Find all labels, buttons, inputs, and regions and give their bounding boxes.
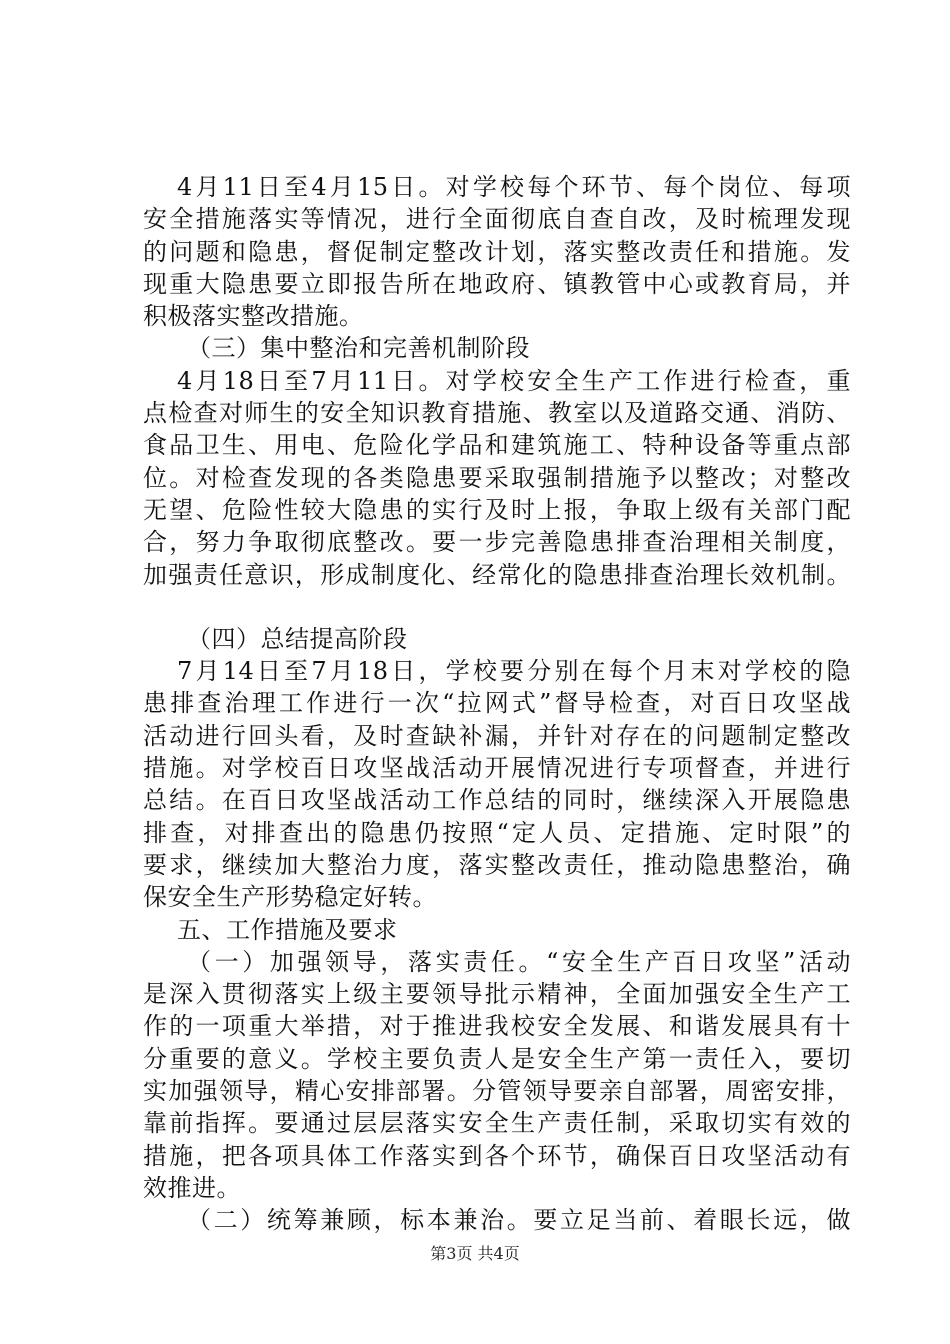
- document-body: [143, 171, 851, 1237]
- paragraph-line: 合，努力争取彻底整改。要一步完善隐患排查治理相关制度，: [143, 528, 851, 557]
- paragraph-line: 加强责任意识，形成制度化、经常化的隐患排查治理长效机制。: [143, 560, 851, 589]
- paragraph-line: 效推进。: [143, 1173, 241, 1202]
- paragraph-line: 措施，把各项具体工作落实到各个环节，确保百日攻坚活动有: [143, 1141, 851, 1170]
- paragraph-line: 作的一项重大举措，对于推进我校安全发展、和谐发展具有十: [143, 1012, 851, 1041]
- paragraph-line: 的问题和隐患，督促制定整改计划，落实整改责任和措施。发: [143, 237, 851, 266]
- paragraph-line: 要求，继续加大整治力度，落实整改责任，推动隐患整治，确: [143, 850, 851, 879]
- paragraph-line: 积极落实整改措施。: [143, 302, 364, 331]
- paragraph-line: 安全措施落实等情况，进行全面彻底自查自改，及时梳理发现: [143, 205, 851, 234]
- paragraph-line: 靠前指挥。要通过层层落实安全生产责任制，采取切实有效的: [143, 1109, 851, 1138]
- paragraph-line: 无望、危险性较大隐患的实行及时上报，争取上级有关部门配: [143, 495, 851, 524]
- paragraph-line: 4月18日至7月11日。对学校安全生产工作进行检查，重: [177, 366, 851, 395]
- paragraph-line: 点检查对师生的安全知识教育措施、教室以及道路交通、消防、: [143, 399, 851, 428]
- paragraph-line: 是深入贯彻落实上级主要领导批示精神，全面加强安全生产工: [143, 980, 851, 1009]
- paragraph-line: 措施。对学校百日攻坚战活动开展情况进行专项督查，并进行: [143, 754, 851, 783]
- section-heading: （三）集中整治和完善机制阶段: [187, 334, 530, 363]
- paragraph-line: （一）加强领导，落实责任。“安全生产百日攻坚”活动: [187, 947, 851, 976]
- page-footer: 第3页 共4页: [430, 1244, 520, 1263]
- paragraph-line: 保安全生产形势稳定好转。: [143, 883, 437, 912]
- paragraph-line: 排查，对排查出的隐患仍按照“定人员、定措施、定时限”的: [143, 818, 851, 847]
- paragraph-line: 患排查治理工作进行一次“拉网式”督导检查，对百日攻坚战: [143, 689, 851, 718]
- paragraph-line: 总结。在百日攻坚战活动工作总结的同时，继续深入开展隐患: [143, 786, 851, 815]
- section-heading: （四）总结提高阶段: [187, 624, 408, 653]
- paragraph-line: 位。对检查发现的各类隐患要采取强制措施予以整改；对整改: [143, 463, 851, 492]
- paragraph-line: 现重大隐患要立即报告所在地政府、镇教管中心或教育局，并: [143, 269, 851, 298]
- section-heading: 五、工作措施及要求: [177, 915, 398, 944]
- paragraph-line: 分重要的意义。学校主要负责人是安全生产第一责任入，要切: [143, 1044, 851, 1073]
- paragraph-line: 食品卫生、用电、危险化学品和建筑施工、特种设备等重点部: [143, 431, 851, 460]
- paragraph-line: 活动进行回头看，及时查缺补漏，并针对存在的问题制定整改: [143, 721, 851, 750]
- paragraph-line: 实加强领导，精心安排部署。分管领导要亲自部署，周密安排，: [143, 1077, 851, 1106]
- paragraph-line: （二）统筹兼顾，标本兼治。要立足当前、着眼长远，做: [187, 1206, 851, 1235]
- paragraph-line: 4月11日至4月15日。对学校每个环节、每个岗位、每项: [177, 173, 851, 201]
- paragraph-line: 7月14日至7月18日，学校要分别在每个月末对学校的隐: [177, 657, 851, 686]
